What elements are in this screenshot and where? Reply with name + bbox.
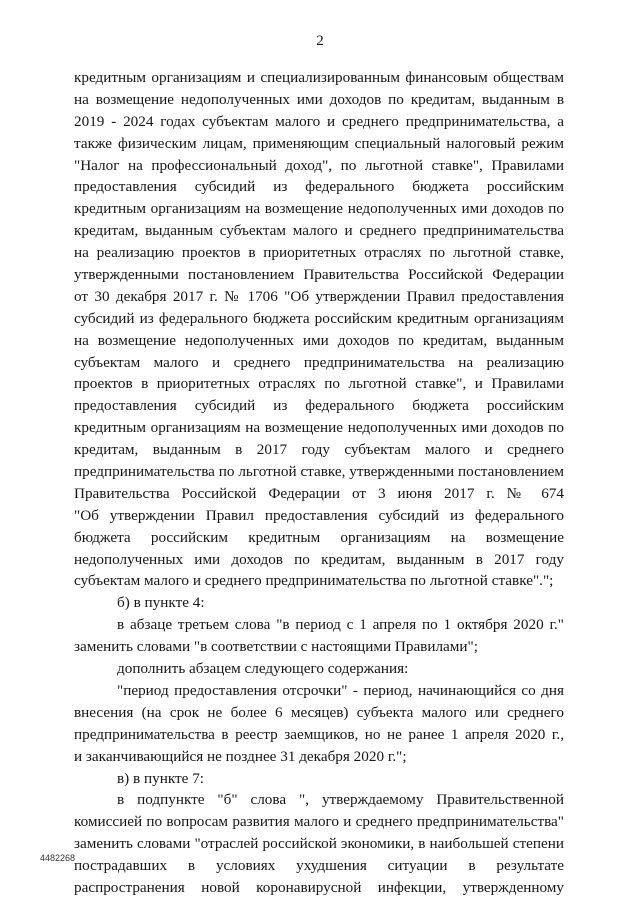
text-line: предоставления субсидий из федерального бюджета российским <box>74 397 564 415</box>
text-line: заменить словами "в соответствии с настоящими Правилами"; <box>74 638 478 656</box>
text-line: б) в пункте 4: <box>117 594 205 612</box>
text-line: недополученных ими доходов по кредитам, выданным в 2017 году <box>74 550 564 568</box>
text-line: кредитам, выданным в 2017 году субъектам малого и среднего <box>74 441 564 459</box>
text-line: кредитным организациям и специализированным финансовым обществам <box>74 69 564 86</box>
text-line: субсидий из федерального бюджета российским кредитным организациям <box>74 309 564 327</box>
text-line: проектов в приоритетных отраслях по льготной ставке", и Правилами <box>74 375 564 393</box>
text-line: кредитным организациям на возмещение недополученных ими доходов по <box>74 200 564 218</box>
text-line: "Налог на профессиональный доход", по льготной ставке", Правилами <box>74 156 564 174</box>
text-line: субъектам малого и среднего предпринимательства по льготной ставке"."; <box>74 572 554 590</box>
page-number: 2 <box>316 33 324 49</box>
text-line: распространения новой коронавирусной инфекции, утвержденному <box>74 878 564 896</box>
text-line: "период предоставления отсрочки" - период, начинающийся со дня <box>117 681 564 699</box>
text-line: от 30 декабря 2017 г. № 1706 "Об утверждении Правил предоставления <box>74 287 564 305</box>
text-line: "Об утверждении Правил предоставления субсидий из федерального <box>74 506 564 524</box>
text-line: субъектам малого и среднего предпринимательства на реализацию <box>74 353 564 371</box>
text-line: дополнить абзацем следующего содержания: <box>117 660 409 678</box>
text-line: Правительства Российской Федерации от 3 июня 2017 г. № 674 <box>74 484 564 502</box>
text-line: и заканчивающийся не позднее 31 декабря 2020 г."; <box>74 747 407 765</box>
text-line: бюджета российским кредитным организациям на возмещение <box>74 528 564 546</box>
text-line: также физическим лицам, применяющим специальный налоговый режим <box>74 134 564 152</box>
text-line: пострадавших в условиях ухудшения ситуации в результате <box>74 857 564 875</box>
text-line: внесения (на срок не более 6 месяцев) субъекта малого или среднего <box>74 703 564 721</box>
document-id: 4482268 <box>40 853 76 863</box>
text-line: комиссией по вопросам развития малого и среднего предпринимательства" <box>74 813 564 831</box>
text-line: заменить словами "отраслей российской экономики, в наибольшей степени <box>74 835 564 853</box>
text-line: кредитным организациям на возмещение недополученных ими доходов по <box>74 419 564 437</box>
text-line: в подпункте "б" слова ", утверждаемому Правительственной <box>117 791 564 809</box>
text-line: предпринимательства по льготной ставке, утвержденными постановлением <box>74 463 564 481</box>
text-line: в) в пункте 7: <box>117 769 205 787</box>
text-line: на возмещение недополученных ими доходов по кредитам, выданным <box>74 331 564 349</box>
document-body <box>74 67 564 899</box>
text-line: предоставления субсидий из федерального бюджета российским <box>74 178 564 196</box>
text-line: утвержденными постановлением Правительства Российской Федерации <box>74 266 564 284</box>
text-line: на реализацию проектов в приоритетных отраслях по льготной ставке, <box>74 244 564 262</box>
text-line: 2019 - 2024 годах субъектам малого и среднего предпринимательства, а <box>74 112 564 130</box>
text-line: в абзаце третьем слова "в период с 1 апреля по 1 октября 2020 г." <box>117 616 564 634</box>
text-line: на возмещение недополученных ими доходов по кредитам, выданным в <box>74 90 564 108</box>
text-line: кредитам, выданным субъектам малого и среднего предпринимательства <box>74 222 564 240</box>
text-line: предпринимательства в реестр заемщиков, но не ранее 1 апреля 2020 г., <box>74 725 564 743</box>
